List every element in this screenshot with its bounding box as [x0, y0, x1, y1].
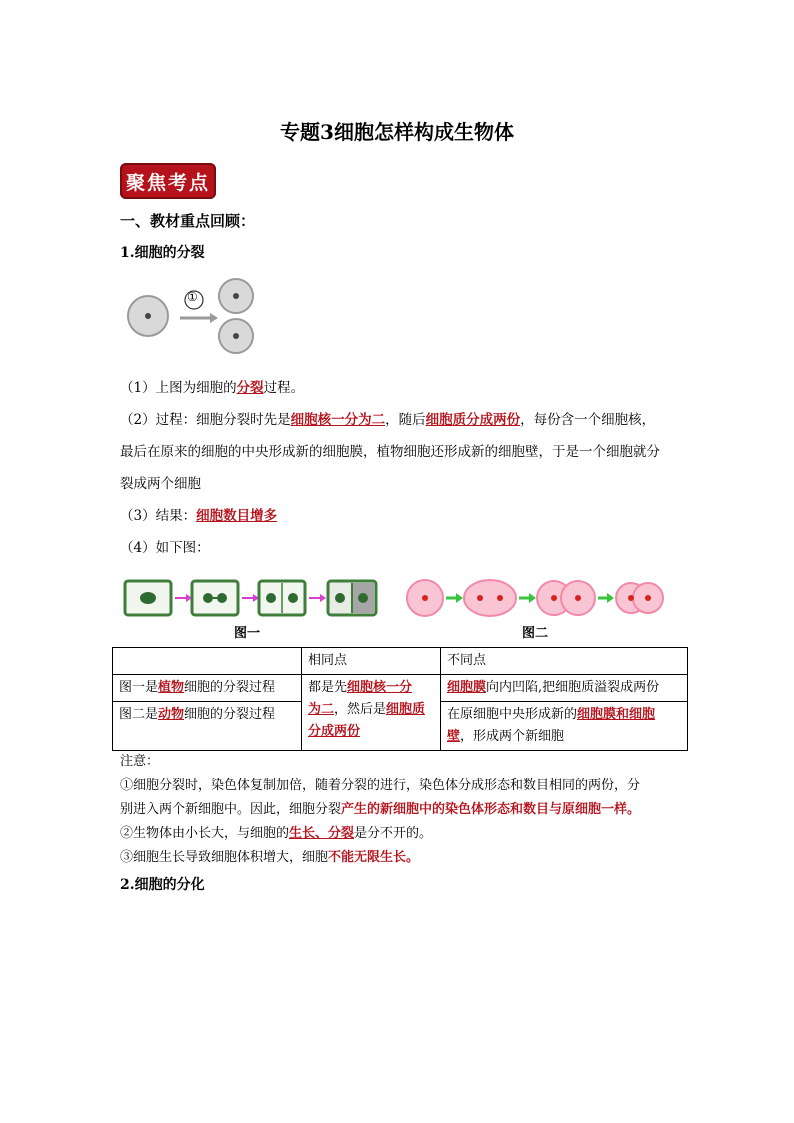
paragraph-2: （2）过程：细胞分裂时先是细胞核一分为二，随后细胞质分成两份，每份含一个细胞核， 最后在原来的细胞的中央形成新的细胞膜，植物细胞还形成新的细胞壁，于是一个细胞就分 裂成两个细胞 — [120, 412, 660, 492]
note-1-line2: 别进入两个新细胞中。因此，细胞分裂产生的新细胞中的染色体形态和数目与原细胞一样。 — [120, 802, 641, 817]
paragraph-4: （4）如下图： — [120, 540, 210, 556]
cell-division-diagram — [122, 270, 262, 364]
comparison-table — [112, 647, 688, 751]
subsection-cell-division: 1.细胞的分裂 — [120, 245, 205, 261]
table-header-row — [113, 648, 688, 675]
section-heading: 一、教材重点回顾： — [120, 212, 256, 230]
table-cell: 图二是动物细胞的分裂过程 — [113, 702, 302, 751]
notes-block — [120, 750, 700, 870]
plant-cell-figure — [122, 576, 380, 620]
subsection-cell-differentiation: 2.细胞的分化 — [120, 877, 205, 893]
table-header-diff: 不同点 — [441, 648, 688, 675]
table-header-same: 相同点 — [302, 648, 441, 675]
animal-cell-figure — [404, 576, 666, 620]
table-row — [113, 675, 688, 702]
note-2: ②生物体由小长大，与细胞的生长、分裂是分不开的。 — [120, 826, 433, 841]
note-label: 注意： — [120, 754, 160, 769]
figure2-caption: 图二 — [522, 626, 549, 641]
step-label: ① — [187, 290, 198, 304]
table-cell: 细胞膜向内凹陷,把细胞质溢裂成两份 — [441, 675, 688, 702]
table-cell: 图一是植物细胞的分裂过程 — [113, 675, 302, 702]
table-cell — [113, 648, 302, 675]
paragraph-3: （3）结果：细胞数目增多 — [120, 508, 278, 524]
page-title: 专题3细胞怎样构成生物体 — [280, 120, 514, 144]
focus-badge: 聚焦考点 — [120, 163, 216, 199]
paragraph-1: （1）上图为细胞的分裂过程。 — [120, 380, 305, 396]
note-1-line1: ①细胞分裂时，染色体复制加倍，随着分裂的进行，染色体分成形态和数目相同的两份，分 — [120, 778, 641, 793]
note-3: ③细胞生长导致细胞体积增大，细胞不能无限生长。 — [120, 850, 420, 865]
figure1-caption: 图一 — [234, 626, 261, 641]
table-cell-same: 都是先细胞核一分 为二，然后是细胞质 分成两份 — [302, 675, 441, 751]
table-cell: 在原细胞中央形成新的细胞膜和细胞 壁，形成两个新细胞 — [441, 702, 688, 751]
